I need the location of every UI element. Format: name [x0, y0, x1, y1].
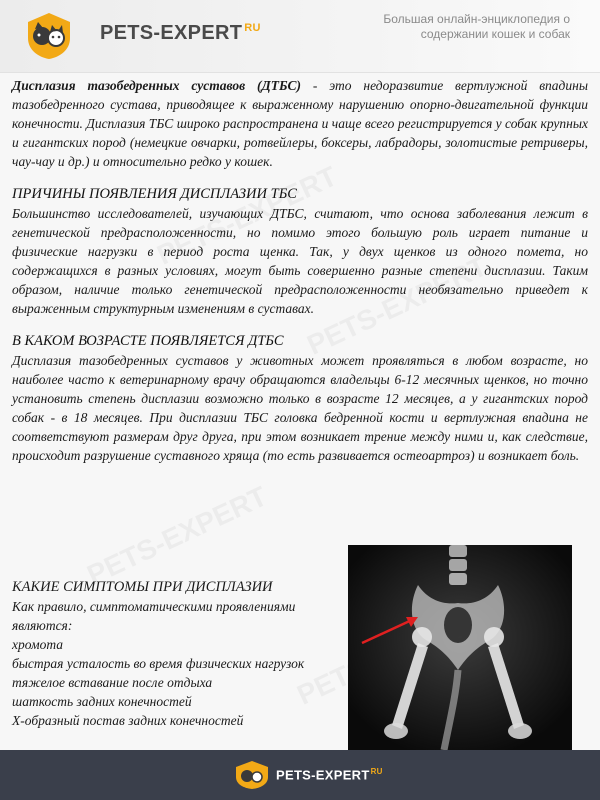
- list-item: шаткость задних конечностей: [12, 694, 192, 709]
- article-body: [12, 76, 588, 465]
- list-item: Х-образный постав задних конечностей: [12, 713, 244, 728]
- footer-domain: RU: [370, 767, 383, 776]
- footer-wordmark: PETS-EXPERT: [276, 767, 370, 783]
- age-heading: В КАКОМ ВОЗРАСТЕ ПОЯВЛЯЕТСЯ ДТБС: [12, 333, 284, 349]
- xray-illustration: [348, 545, 572, 750]
- list-item: тяжелое вставание после отдыха: [12, 675, 213, 690]
- watermark: [82, 480, 272, 591]
- site-footer: [0, 750, 600, 800]
- symptoms-intro: Как правило, симптоматическими проявлениями являются:: [12, 599, 296, 633]
- pets-logo-icon[interactable]: [22, 10, 76, 60]
- symptoms-list: [12, 635, 332, 730]
- symptoms-section: [12, 578, 332, 730]
- symptoms-heading: КАКИЕ СИМПТОМЫ ПРИ ДИСПЛАЗИИ: [12, 579, 273, 595]
- intro-term: Дисплазия тазобедренных суставов (ДТБС): [12, 78, 302, 93]
- logo-wordmark: PETS-EXPERT: [100, 22, 243, 44]
- causes-paragraph: Большинство исследователей, изучающих ДТБС, считают, что основа заболевания лежит в генетической предрасположенности, но помимо этого большую роль играет питание и физические нагрузки в период роста щенка. Так, у двух щенков из одного помета, но содержащихся в разных условиях, могут быть совершенно разные степени дисплазии. Таким образом, наличие только генетической предрасположенности необязательно приведет к выраженным структурным изменениям в суставах.: [12, 206, 588, 316]
- site-header: [0, 0, 600, 73]
- site-logo-text[interactable]: [100, 22, 261, 45]
- list-item: хромота: [12, 637, 64, 652]
- footer-logo-text[interactable]: [276, 767, 383, 782]
- pets-logo-icon[interactable]: [232, 760, 272, 790]
- causes-heading: ПРИЧИНЫ ПОЯВЛЕНИЯ ДИСПЛАЗИИ ТБС: [12, 186, 297, 202]
- site-tagline: Большая онлайн-энциклопедия о содержании кошек и собак: [383, 12, 570, 41]
- intro-text: - это недоразвитие вертлужной впадины тазобедренного сустава, приводящее к выраженному нарушению опорно-двигательной функции конечности. Дисплазия ТБС широко распространена и чаще всего регистрируется у собак крупных и гигантских пород (немецкие овчарки, ротвейлеры, боксеры, лабрадоры, золотистые ретриверы, чау-чау и др.) и относительно редко у кошек.: [12, 78, 588, 169]
- age-paragraph: Дисплазия тазобедренных суставов у животных может проявляться в любом возрасте, но наиболее часто к ветеринарному врачу обращаются владельцы 6-12 месячных щенков, но точно установить степень дисплазии возможно только в возрасте 12 месяцев, а у гигантских пород собак - в 18 месяцев. При дисплазии ТБС головка бедренной кости и вертлужная впадина не соответствуют размерам друг друга, при этом возникает трение между ними и, как следствие, происходит разрушение суставного хряща (то есть развивается остеоартроз) и возникает боль.: [12, 353, 588, 463]
- intro-paragraph: [12, 76, 588, 171]
- list-item: быстрая усталость во время физических нагрузок: [12, 656, 305, 671]
- logo-domain: RU: [244, 22, 261, 35]
- hip-xray-image: [348, 545, 572, 750]
